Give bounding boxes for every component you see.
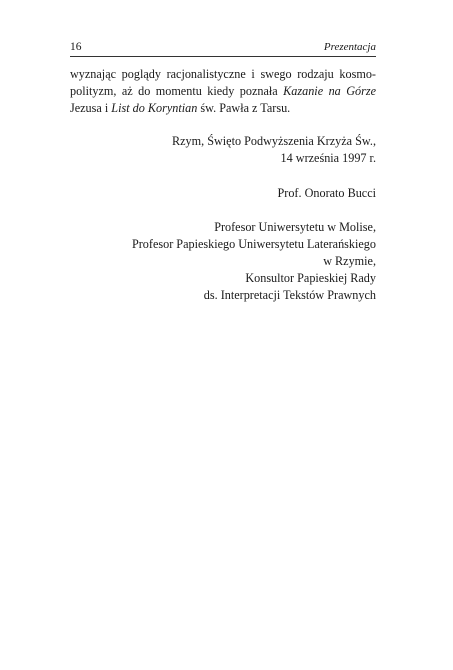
title-kazanie-na-gorze: Kazanie na Górze [283, 84, 377, 98]
paragraph-line-1: wyznając poglądy racjonalistyczne i swego rodzaju kosmo- [70, 67, 376, 81]
title-list-do-koryntian: List do Koryntian [111, 101, 198, 115]
header-rule [70, 56, 376, 57]
paragraph-line-2 [70, 83, 376, 100]
body-paragraph [70, 66, 376, 117]
signature [278, 185, 377, 202]
dateline-date: 14 września 1997 r. [280, 151, 376, 165]
affiliation [132, 219, 376, 304]
running-head [70, 40, 376, 54]
paragraph-text: Jezusa i [70, 101, 112, 115]
affiliation-line-5: ds. Interpretacji Tekstów Prawnych [203, 288, 376, 302]
signature-name: Prof. Onorato Bucci [277, 186, 376, 200]
paragraph-text: polityzm, aż do momentu kiedy poznała [70, 84, 284, 98]
paragraph-text: św. Pawła z Tarsu. [197, 101, 291, 115]
affiliation-line-1: Profesor Uniwersytetu w Molise, [214, 220, 376, 234]
paragraph-line-3 [70, 100, 376, 117]
affiliation-line-4: Konsultor Papieskiej Rady [245, 271, 376, 285]
affiliation-line-3: w Rzymie, [323, 254, 376, 268]
dateline-place: Rzym, Święto Podwyższenia Krzyża Św., [172, 134, 376, 148]
affiliation-line-2: Profesor Papieskiego Uniwersytetu Laterańskiego [131, 237, 376, 251]
paragraph [70, 66, 376, 117]
page-number: 16 [70, 41, 82, 53]
dateline [172, 133, 376, 167]
running-title: Prezentacja [323, 41, 376, 53]
